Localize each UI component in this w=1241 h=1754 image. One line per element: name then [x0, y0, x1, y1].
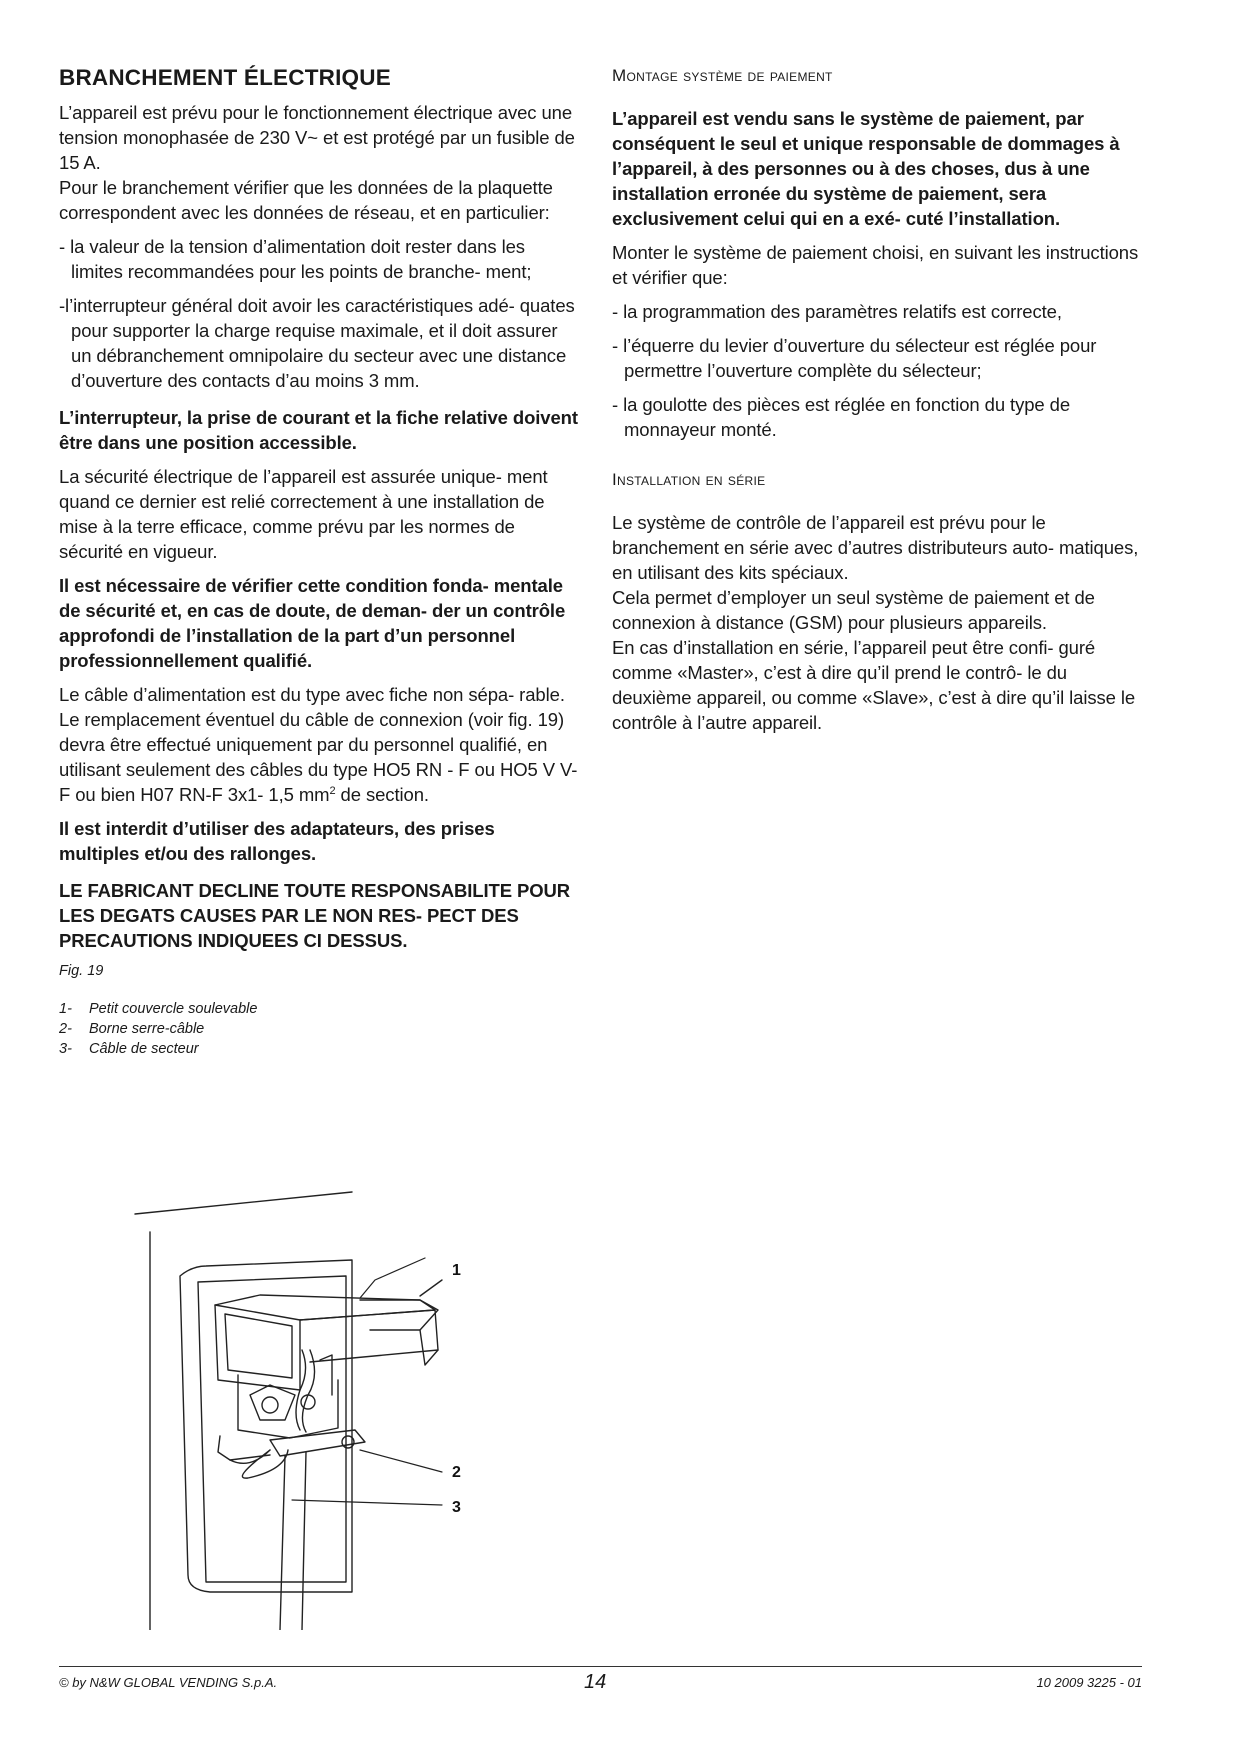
paragraph-power-cable: Le câble d’alimentation est du type avec fiche non sépa- rable. Le remplacement éventuel du câble de connexion (voir fig. 19) devra être effectué uniquement par du personnel qualifié, en utilisant seulement des câbles du type HO5 RN - F ou HO5 V V-F ou bien H07 RN-F 3x1- 1,5 $mm^2$ de section. — [59, 684, 578, 805]
left-column — [59, 64, 579, 1059]
list-item-chute: - la goulotte des pièces est réglée en fonction du type de monnayeur monté. — [612, 394, 1071, 440]
list-item-lever: - l’équerre du levier d’ouverture du sélecteur est réglée pour permettre l’ouverture complète du sélecteur; — [612, 335, 1097, 381]
paragraph-series-1: Le système de contrôle de l’appareil est prévu pour le branchement en série avec d’autres distributeurs auto- matiques, en utilisant des kits spéciaux. — [612, 512, 1139, 583]
figure-label-1: 1 — [452, 1262, 461, 1279]
section-title-payment: Montage système de paiement — [612, 66, 833, 85]
figure-label-3: 3 — [452, 1499, 461, 1516]
legend-item: 1- Petit couvercle soulevable — [59, 1001, 258, 1017]
figure-caption: Fig. 19 — [59, 963, 104, 979]
manufacturer-warning: LE FABRICANT DECLINE TOUTE RESPONSABILITE POUR LES DEGATS CAUSES PAR LE NON RES- PECT DES PRECAUTIONS INDIQUEES CI DESSUS. — [59, 880, 571, 951]
paragraph-earthing: La sécurité électrique de l’appareil est assurée unique- ment quand ce dernier est relié correctement à une installation de mise à la terre efficace, comme prévu par les normes de sécurité en vigueur. — [59, 466, 548, 562]
paragraph-series-3: En cas d’installation en série, l’appareil peut être confi- guré comme «Master», c’est à dire qu’il prend le contrô- le du deuxième appareil, ou comme «Slave», c’est à dire qu’il laisse le contrôle à l’autre appareil. — [612, 637, 1136, 733]
list-item-voltage-limits: - la valeur de la tension d’alimentation doit rester dans les limites recommandées pour les points de branche- ment; — [59, 236, 532, 282]
paragraph-series-2: Cela permet d’employer un seul système de paiement et de connexion à distance (GSM) pour plusieurs appareils. — [612, 587, 1095, 633]
figure-label-2: 2 — [452, 1464, 461, 1481]
right-column — [612, 64, 1142, 735]
page-footer — [59, 1666, 1142, 1693]
power-inlet-illustration — [120, 1180, 560, 1630]
bold-payment-warning: L’appareil est vendu sans le système de paiement, par conséquent le seul et unique responsable de dommages à l’appareil, à des personnes ou à des choses, dus à une installation erronée du système de paiement, sera exclusivement celui qui en a exé- cuté l’installation. — [612, 108, 1120, 229]
section-title-series: Installation en série — [612, 470, 766, 489]
list-item-programming: - la programmation des paramètres relatifs est correcte, — [612, 301, 1062, 322]
list-item-main-switch: -l’interrupteur général doit avoir les caractéristiques adé- quates pour supporter la charge requise maximale, et il doit assurer un débranchement omnipolaire du secteur avec une distance d’ouverture des contacts d’au moins 3 mm. — [59, 295, 575, 391]
page-number: 14 — [584, 1671, 607, 1693]
section-title-electrical: BRANCHEMENT ÉLECTRIQUE — [59, 65, 391, 90]
footer-copyright: © by N&W GLOBAL VENDING S.p.A. — [59, 1675, 278, 1690]
bold-adapters-forbidden: Il est interdit d’utiliser des adaptateurs, des prises multiples et/ou des rallonges. — [59, 818, 495, 864]
figure-legend — [59, 999, 579, 1059]
legend-item: 3- Câble de secteur — [59, 1041, 199, 1057]
paragraph-voltage: L’appareil est prévu pour le fonctionnement électrique avec une tension monophasée de 230 V~ et est protégé par un fusible de 15 A. — [59, 102, 575, 173]
paragraph-check: Pour le branchement vérifier que les données de la plaquette correspondent avec les données de réseau, et en particulier: — [59, 177, 553, 223]
paragraph-install-payment: Monter le système de paiement choisi, en suivant les instructions et vérifier que: — [612, 242, 1139, 288]
bold-accessible-note: L’interrupteur, la prise de courant et la fiche relative doivent être dans une position accessible. — [59, 407, 578, 453]
bold-verify-note: Il est nécessaire de vérifier cette condition fonda- mentale de sécurité et, en cas de doute, de deman- der un contrôle approfondi de l’installation de la part d’un personnel professionnellement qualifié. — [59, 575, 566, 671]
document-reference: 10 2009 3225 - 01 — [1036, 1675, 1142, 1690]
legend-item: 2- Borne serre-câble — [59, 1021, 205, 1037]
